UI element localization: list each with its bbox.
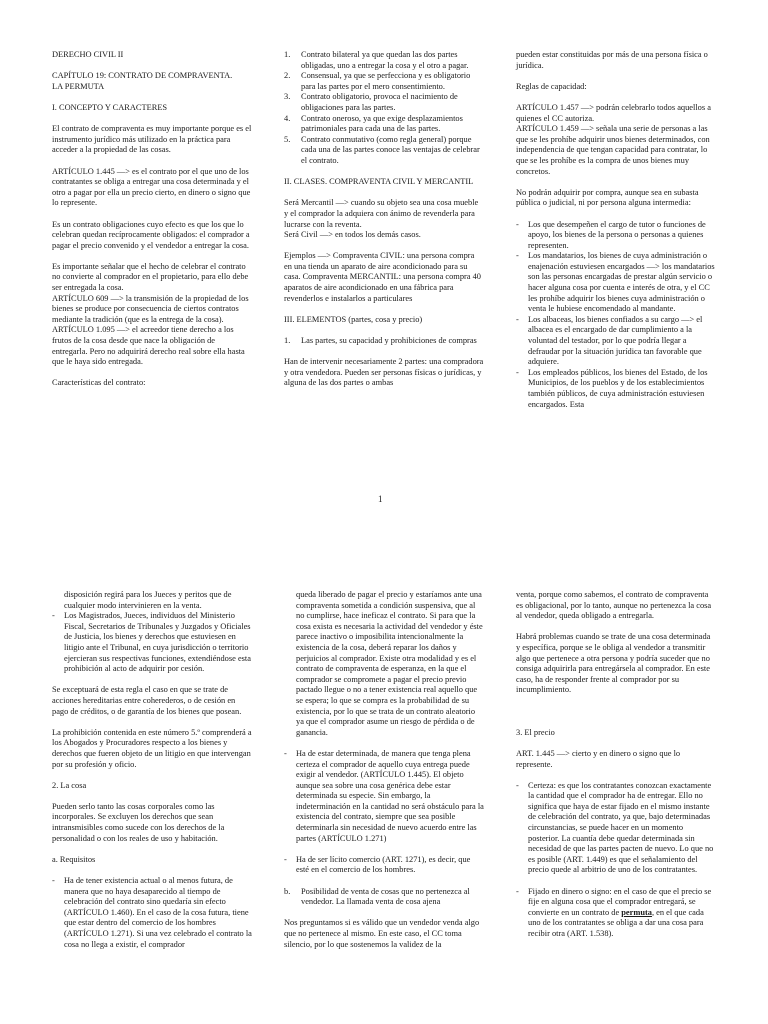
paragraph: venta, porque como sabemos, el contrato de compraventa es obligacional, por lo tanto, aunque no pertenezca la cosa al vendedor, queda obligado a entregarla. bbox=[516, 590, 712, 621]
list-item: - Fijado en dinero o signo: en el caso de que el precio se fije en alguna cosa que el comprador entregará, se convierte en un contrato de permuta, en el que cada uno de los contratantes se obliga a dar una cosa para recibir otra (ART. 1.538). bbox=[516, 886, 712, 939]
prohibitions-list-continued bbox=[52, 611, 252, 675]
subsection-heading: 1. Las partes, su capacidad y prohibiciones de compras bbox=[284, 336, 477, 346]
subsection-heading: b. Posibilidad de venta de cosas que no pertenezca al vendedor. La llamada venta de cosa ajena bbox=[284, 886, 470, 907]
list-item: 3. Contrato obligatorio, provoca el nacimiento de obligaciones para las partes. bbox=[284, 92, 458, 112]
paragraph: Es importante señalar que el hecho de celebrar el contrato no convierte al comprador en el propietario, para ello debe ser entregada la cosa. bbox=[52, 261, 249, 293]
paragraph: La prohibición contenida en este número 5.º comprenderá a los Abogados y Procuradores respecto a los bienes y derechos que fueren objeto de un litigio en que intervengan por su profesión y oficio. bbox=[52, 727, 252, 769]
list-item: 5. Contrato conmutativo (como regla general) porque cada una de las partes conoce las ventajas de celebrar el contrato. bbox=[284, 134, 480, 165]
page-gap bbox=[0, 515, 768, 587]
page1-column-3 bbox=[516, 50, 716, 421]
emphasized-term: permuta bbox=[621, 907, 652, 917]
list-item: - Ha de ser lícito comercio (ART. 1271), es decir, que esté en el comercio de los hombres. bbox=[284, 854, 471, 875]
paragraph: Reglas de capacidad: bbox=[516, 81, 587, 91]
page2-column-2 bbox=[284, 590, 484, 961]
list-item: 1. Contrato bilateral ya que quedan las dos partes obligadas, uno a entregar la cosa y el otro a pagar. bbox=[284, 50, 469, 70]
document-title: DERECHO CIVIL II bbox=[52, 50, 124, 59]
list-item: - Ha de tener existencia actual o al menos futura, de manera que no haya desaparecido al tiempo de celebración del contrato sino quedaría sin efecto (ARTÍCULO 1.460). En el caso de la cosa futura, tiene que estar dentro del comercio de los hombres (ARTÍCULO 1.271). Si una vez celebrado el contrato la cosa no llega a existir, el comprador bbox=[52, 876, 252, 949]
page2-column-3 bbox=[516, 590, 716, 950]
paragraph: pueden estar constituidas por más de una persona física o jurídica. bbox=[516, 50, 708, 70]
paragraph: ARTÍCULO 609 —> la transmisión de la propiedad de los bienes se produce por consecuencia de ciertos contratos mediante la tradición (que es la entrega de la cosa). bbox=[52, 293, 249, 324]
list-item: - Los Magistrados, Jueces, individuos del Ministerio Fiscal, Secretarios de Tribunales y Juzgados y Oficiales de Justicia, los bienes y derechos que estuviesen en litigio ante el Tribunal, en cuya jurisdicción o territorio ejercieran sus respectivas funciones, extendiéndose esta prohibición al acto de adquirir por cesión. bbox=[52, 611, 251, 674]
list-item: - Los albaceas, los bienes confiados a su cargo —> el albacea es el encargado de dar cumplimiento a la voluntad del testador, por lo que podría llegar a defraudar por la situación jurídica tan favorable que adquiere. bbox=[516, 314, 703, 367]
paragraph: No podrán adquirir por compra, aunque sea en subasta pública o judicial, ni por persona alguna intermedia: bbox=[516, 187, 699, 208]
price-requirements-list bbox=[516, 781, 716, 940]
paragraph: El contrato de compraventa es muy importante porque es el instrumento jurídico más utilizado en la práctica para acceder a la propiedad de las cosas. bbox=[52, 124, 252, 155]
page2-column-1 bbox=[52, 590, 252, 961]
subsection-heading: 3. El precio bbox=[516, 727, 555, 737]
section-heading: III. ELEMENTOS (partes, cosa y precio) bbox=[284, 314, 423, 324]
paragraph: Será Mercantil —> cuando su objeto sea una cosa mueble y el comprador la adquiera con ánimo de revenderla para lucrarse con la reventa. bbox=[284, 198, 479, 229]
page1-column-2 bbox=[284, 50, 484, 400]
subsection-heading: a. Requisitos bbox=[52, 854, 96, 864]
list-item: 2. Consensual, ya que se perfecciona y es obligatorio para las partes por el mero consentimiento. bbox=[284, 71, 471, 91]
list-item: - Los empleados públicos, los bienes del Estado, de los Municipios, de los pueblos y de los establecimientos también públicos, de cuya administración estuviesen encargados. Esta bbox=[516, 367, 708, 409]
document-page-2 bbox=[0, 587, 768, 1024]
paragraph: Pueden serlo tanto las cosas corporales como las incorporales. Se excluyen los derechos que sean intransmisibles como sucede con los derechos de la personalidad o con los reales de uso y habitación. bbox=[52, 801, 225, 843]
paragraph: Características del contrato: bbox=[52, 378, 146, 388]
chapter-title-line2: LA PERMUTA bbox=[52, 81, 105, 91]
requirements-list bbox=[52, 876, 252, 950]
paragraph: Han de intervenir necesariamente 2 partes: una compradora y otra vendedora. Pueden ser personas físicas o jurídicas, y alguna de las dos partes o ambas bbox=[284, 357, 484, 388]
list-item: - Los mandatarios, los bienes de cuya administración o enajenación estuviesen encargados —> los mandatarios son las personas encargadas de prestar algún servicio o hacer alguna cosa por cuenta e interés de otra, y el CC les prohíbe adquirir los bienes cuya administración o venta le hubiese encomendado al mandante. bbox=[516, 251, 715, 314]
list-item: - Ha de estar determinada, de manera que tenga plena certeza el comprador de aquello cuya entrega puede exigir al vendedor. (ARTÍCULO 1.445). El objeto aunque sea sobre una cosa genérica debe estar determinada su especie. Sin embargo, la indeterminación en la cantidad no será obstáculo para la existencia del contrato, siempre que sea posible determinarla sin necesidad de nuevo acuerdo entre las partes (ARTÍCULO 1.271) bbox=[284, 748, 484, 843]
paragraph: ARTÍCULO 1.459 —> señala una serie de personas a las que se les prohíbe adquirir unos bienes determinados, con independencia de que tengan capacidad para contratar, lo que se les prohíbe es la compra de unos bienes muy concretos. bbox=[516, 124, 710, 176]
subsection-heading: 2. La cosa bbox=[52, 780, 87, 790]
paragraph: Será Civil —> en todos los demás casos. bbox=[284, 230, 421, 240]
page-number: 1 bbox=[378, 494, 383, 504]
paragraph: ARTÍCULO 1.445 —> es el contrato por el que uno de los contratantes se obliga a entregar una cosa determinada y el otro a pagar por ella un precio cierto, en dinero o signo que lo represente. bbox=[52, 166, 251, 208]
list-item: - Certeza: es que los contratantes conozcan exactamente la cantidad que el comprador ha de entregar. Ello no significa que haya de estar fijado en el mismo instante de celebración del contrato, ya que, bajo determinadas circunstancias, se puede hacer en un momento posterior. La cuantía debe quedar determinada sin necesidad de que las partes pacten de nuevo. Lo que no es posible (ART. 1.449) es que el señalamiento del precio quede al arbitrio de uno de los contratantes. bbox=[516, 780, 714, 875]
paragraph: ARTÍCULO 1.457 —> podrán celebrarlo todos aquellos a quienes el CC autoriza. bbox=[516, 102, 711, 123]
paragraph: Ejemplos —> Compraventa CIVIL: una persona compra en una tienda un aparato de aire acondicionado para su casa. Compraventa MERCANTIL: una persona compra 40 aparatos de aire acondicionado en una fábrica para revenderlos e instalarlos a particulares bbox=[284, 251, 481, 303]
paragraph: Habrá problemas cuando se trate de una cosa determinada y específica, porque se le obliga al vendedor a transmitir algo que pertenece a otra persona y podría suceder que no consiga adquirirla para entregársela al comprador. En este caso, ha de responder frente al comprador por su incumplimiento. bbox=[516, 632, 711, 695]
page1-column-1 bbox=[52, 50, 252, 400]
paragraph: ARTÍCULO 1.095 —> el acreedor tiene derecho a los frutos de la cosa desde que nace la obligación de entregarla. Pero no adquirirá derecho real sobre ella hasta que le haya sido entregada. bbox=[52, 325, 245, 367]
list-item: - Los que desempeñen el cargo de tutor o funciones de apoyo, los bienes de la persona o personas a quienes representen. bbox=[516, 219, 706, 250]
paragraph: Es un contrato obligaciones cuyo efecto es que los que lo celebran quedan recíprocamente obligados: el comprador a pagar el precio convenido y el vendedor a entregar la cosa. bbox=[52, 219, 250, 250]
section-heading: I. CONCEPTO Y CARACTERES bbox=[52, 102, 168, 112]
paragraph: queda liberado de pagar el precio y estaríamos ante una compraventa sometida a condición suspensiva, que al no cumplirse, hace ineficaz el contrato. Si para que la cosa exista es necesaria la actividad del vendedor y éste parece inactivo o imposibilita intencionalmente la existencia de la cosa, deberá reparar los daños y perjuicios al comprador. Existe otra modalidad y es el contrato de compraventa de esperanza, en la que el comprador se compromete a pagar el precio previo pactado llegue o no a tener existencia real aquello que se espera; lo que se compra es la probabilidad de su existencia, por lo que se trata de un contrato aleatorio ya que el comprador asume un riesgo de pérdida o de ganancia. bbox=[296, 590, 483, 737]
paragraph: ART. 1.445 —> cierto y en dinero o signo que lo represente. bbox=[516, 748, 681, 769]
section-heading: II. CLASES. COMPRAVENTA CIVIL Y MERCANTIL bbox=[284, 177, 474, 187]
paragraph: Se exceptuará de esta regla el caso en que se trate de acciones hereditarias entre coherederos, o de cesión en pago de créditos, o de garantía de los bienes que posean. bbox=[52, 685, 242, 716]
characteristics-list bbox=[284, 50, 484, 167]
paragraph: Nos preguntamos si es válido que un vendedor venda algo que no pertenece al mismo. En este caso, el CC toma silencio, por lo que sostenemos la validez de la bbox=[284, 918, 480, 949]
prohibitions-list bbox=[516, 220, 716, 411]
paragraph: disposición regirá para los Jueces y peritos que de cualquier modo intervinieren en la venta. bbox=[64, 590, 232, 610]
requirements-list-continued bbox=[284, 749, 484, 876]
list-item: 4. Contrato oneroso, ya que exige desplazamientos patrimoniales para cada una de las partes. bbox=[284, 113, 463, 134]
chapter-title-line1: CAPÍTULO 19: CONTRATO DE COMPRAVENTA. bbox=[52, 71, 233, 81]
